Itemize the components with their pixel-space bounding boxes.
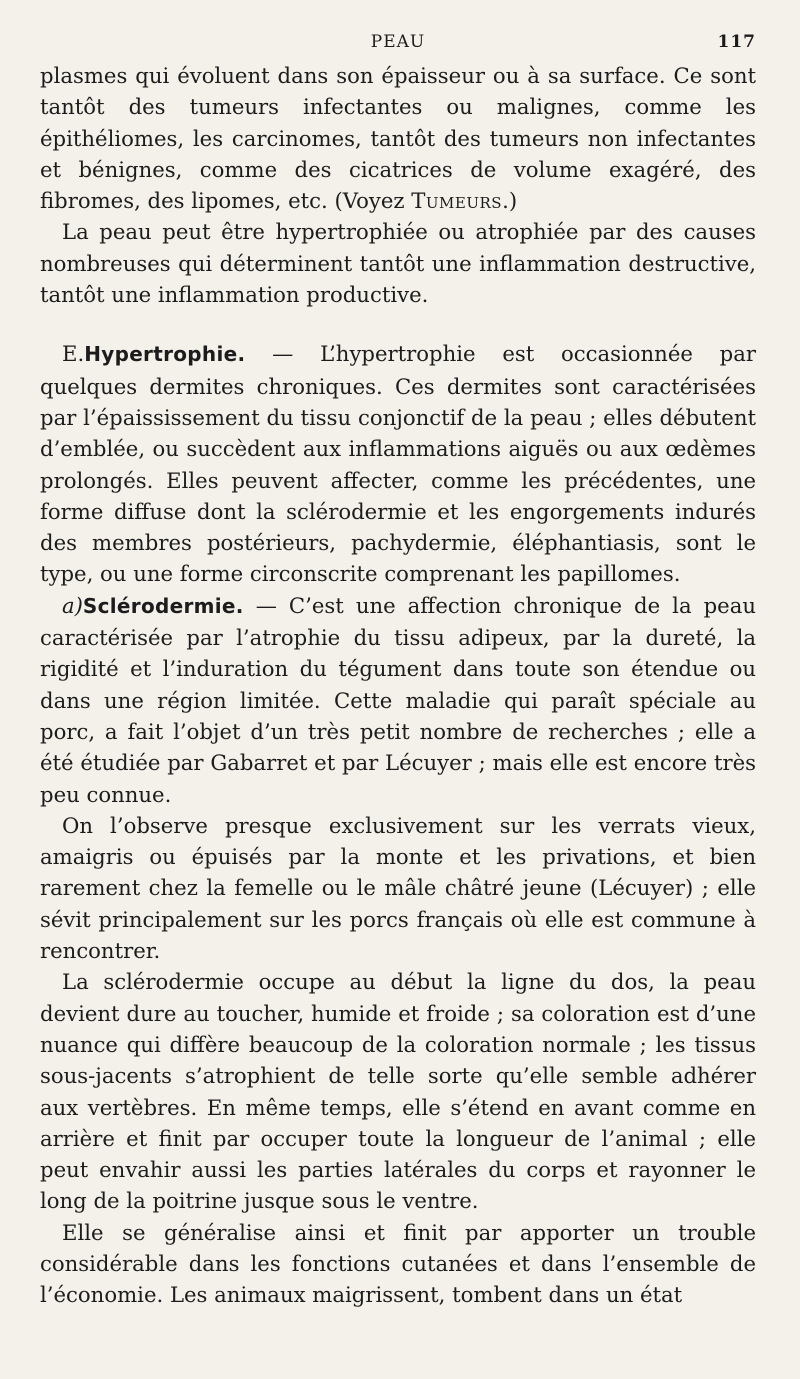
paragraph-text: La peau peut être hypertrophiée ou atrophiée par des causes nombreuses qui déterminent tantôt une inflammation destructive, tantôt une inflammation productive. (40, 219, 756, 308)
subsection-letter: a) (62, 592, 83, 618)
text-body (40, 60, 756, 1311)
paragraph-continuation (40, 60, 756, 216)
paragraph-text: Elle se généralise ainsi et finit par apporter un trouble considérable dans les fonctions cutanées et dans l’ensemble de l’économie. Les animaux maigrissent, tombent dans un état (40, 1219, 756, 1308)
paragraph (40, 216, 756, 310)
section-gap (40, 310, 756, 338)
paragraph-text-end: .) (502, 188, 518, 214)
paragraph-text: On l’observe presque exclusivement sur les verrats vieux, amaigris ou épuisés par la monte et les privations, et bien rarement chez la femelle ou le mâle châtré jeune (Lécuyer) ; elle sévit principalement sur les porcs français où elle est commune à rencontrer. (40, 812, 756, 964)
section-heading: Hypertrophie. (84, 342, 246, 367)
paragraph (40, 966, 756, 1216)
running-title: PEAU (370, 32, 426, 52)
section-hypertrophie (40, 338, 756, 589)
page-number: 117 (717, 32, 756, 52)
paragraph-text: — C’est une affection chronique de la peau caractérisée par l’atrophie du tissu adipeux, par la dureté, la rigidité et l’induration du tégument dans toute son étendue ou dans une région limitée. Cette maladie qui paraît spéciale au porc, a fait l’objet d’un très petit nombre de recherches ; elle a été étudiée par Gabarret et par Lécuyer ; mais elle est encore très peu connue. (40, 592, 756, 807)
paragraph (40, 1217, 756, 1311)
paragraph-text: La sclérodermie occupe au début la ligne du dos, la peau devient dure au toucher, humide et froide ; sa coloration est d’une nuance qui diffère beaucoup de la coloration normale ; les tissus sous-jacents s’atrophient de telle sorte qu’elle semble adhérer aux vertèbres. En même temps, elle s’étend en avant comme en arrière et finit par occuper toute la longueur de l’animal ; elle peut envahir aussi les parties latérales du corps et rayonner le long de la poitrine jusque sous le ventre. (40, 969, 756, 1214)
paragraph-text: plasmes qui évoluent dans son épaisseur ou à sa surface. Ce sont tantôt des tumeurs infectantes ou malignes, comme les épithéliomes, les carcinomes, tantôt des tumeurs non infectantes et bénignes, comme des cicatrices de volume exagéré, des fibromes, des lipomes, etc. (Voyez (40, 63, 756, 214)
running-head (40, 32, 756, 60)
cross-reference: Tumeurs (411, 188, 503, 214)
section-letter: E. (62, 341, 85, 367)
subsection-sclerodermie (40, 590, 756, 810)
subsection-heading: Sclérodermie. (82, 593, 244, 618)
paragraph-text: — L’hypertrophie est occasionnée par quelques dermites chroniques. Ces dermites sont caractérisées par l’épaississement du tissu conjonctif de la peau ; elles débutent d’emblée, ou succèdent aux inflammations aiguës ou aux œdèmes prolongés. Elles peuvent affecter, comme les précédentes, une forme diffuse dont la sclérodermie et les engorgements indurés des membres postérieurs, pachydermie, éléphantiasis, sont le type, ou une forme circonscrite comprenant les papillomes. (40, 341, 756, 587)
paragraph (40, 810, 756, 966)
